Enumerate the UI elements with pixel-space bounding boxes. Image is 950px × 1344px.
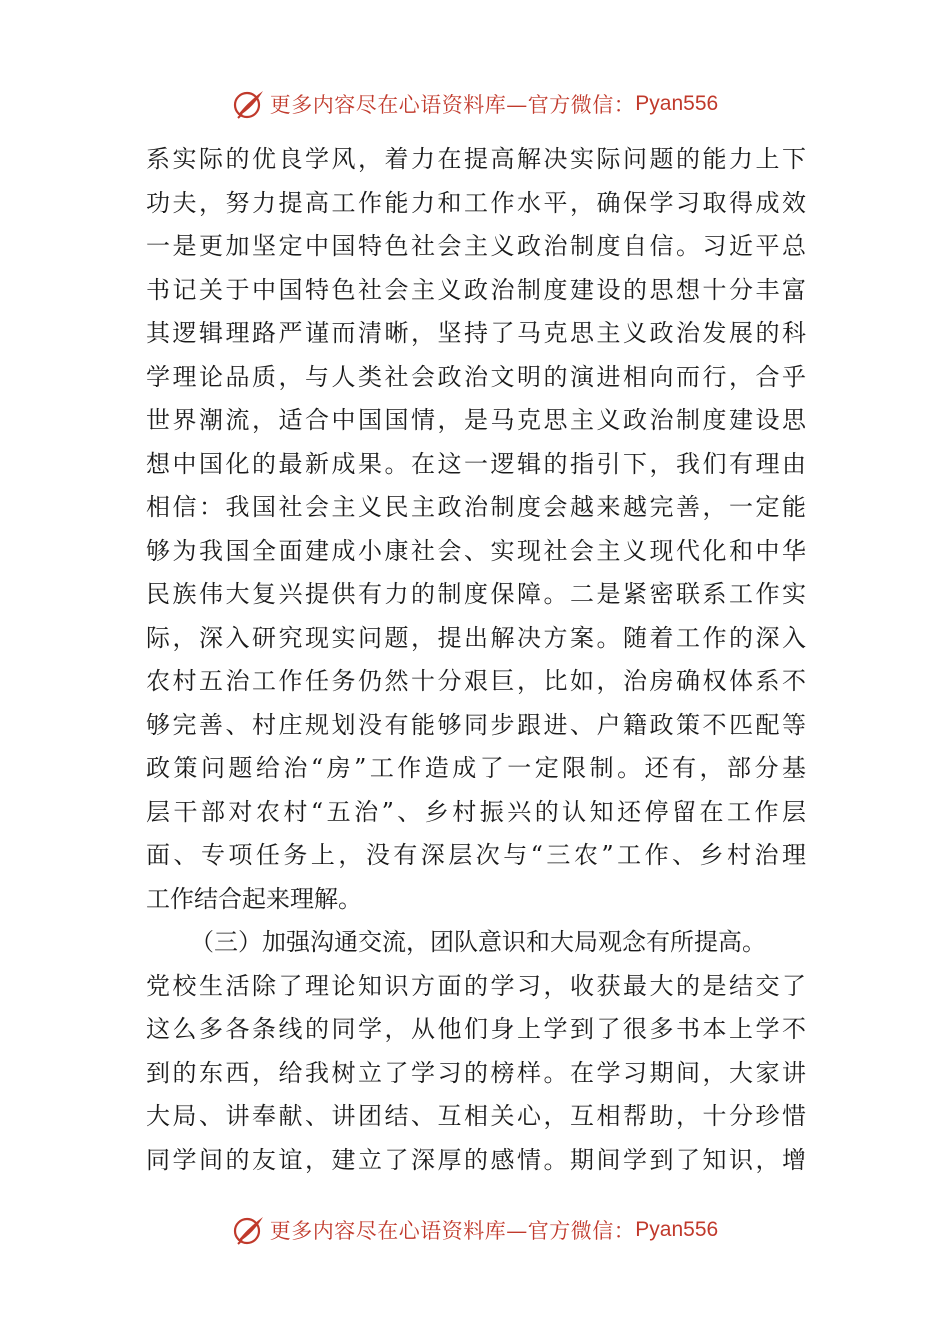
body-line: 一是更加坚定中国特色社会主义政治制度自信。习近平总: [146, 232, 806, 260]
footer-banner-code: Pyan556: [635, 1218, 719, 1241]
body-line: 书记关于中国特色社会主义政治制度建设的思想十分丰富: [146, 275, 806, 304]
body-line: 面、专项任务上，没有深层次与“三农”工作、乡村治理: [146, 841, 806, 869]
header-banner-text: 更多内容尽在心语资料库—官方微信：: [269, 93, 636, 117]
body-line: 想中国化的最新成果。在这一逻辑的指引下，我们有理由: [146, 449, 806, 478]
body-line: 相信：我国社会主义民主政治制度会越来越完善，一定能: [146, 493, 806, 521]
body-line: 其逻辑理路严谨而清晰，坚持了马克思主义政治发展的科: [146, 319, 806, 347]
body-line: 层干部对农村“五治”、乡村振兴的认知还停留在工作层: [146, 797, 806, 826]
header-banner-code: Pyan556: [635, 92, 719, 115]
footer-banner-text: 更多内容尽在心语资料库—官方微信：: [269, 1219, 636, 1243]
body-line: 系实际的优良学风，着力在提高解决实际问题的能力上下: [146, 145, 806, 173]
document-body: [146, 138, 806, 1182]
body-line: 到的东西，给我树立了学习的榜样。在学习期间，大家讲: [146, 1058, 806, 1087]
body-line: 同学间的友谊，建立了深厚的感情。期间学到了知识，增: [146, 1145, 806, 1174]
body-line: 党校生活除了理论知识方面的学习，收获最大的是结交了: [146, 971, 806, 1000]
body-line: 这么多各条线的同学，从他们身上学到了很多书本上学不: [146, 1015, 806, 1043]
body-line: 够为我国全面建成小康社会、实现社会主义现代化和中华: [146, 536, 806, 565]
body-line: 农村五治工作任务仍然十分艰巨，比如，治房确权体系不: [146, 667, 806, 695]
footer-banner: [0, 1210, 950, 1250]
body-line: 际，深入研究现实问题，提出解决方案。随着工作的深入: [146, 623, 806, 652]
body-line: 够完善、村庄规划没有能够同步跟进、户籍政策不匹配等: [146, 710, 806, 739]
body-line: 世界潮流，适合中国国情，是马克思主义政治制度建设思: [146, 406, 806, 434]
quill-logo-icon: [232, 87, 266, 121]
body-line: 民族伟大复兴提供有力的制度保障。二是紧密联系工作实: [146, 580, 806, 608]
body-line: 工作结合起来理解。: [146, 884, 362, 913]
body-line: 政策问题给治“房”工作造成了一定限制。还有，部分基: [146, 754, 806, 782]
body-line: 功夫，努力提高工作能力和工作水平，确保学习取得成效: [146, 188, 806, 217]
body-line: 大局、讲奉献、讲团结、互相关心，互相帮助，十分珍惜: [146, 1102, 806, 1130]
body-line: 学理论品质，与人类社会政治文明的演进相向而行，合乎: [146, 362, 806, 391]
quill-logo-icon: [232, 1213, 266, 1247]
section-heading-line: （三）加强沟通交流，团队意识和大局观念有所提高。: [190, 928, 766, 956]
header-banner: [0, 84, 950, 124]
